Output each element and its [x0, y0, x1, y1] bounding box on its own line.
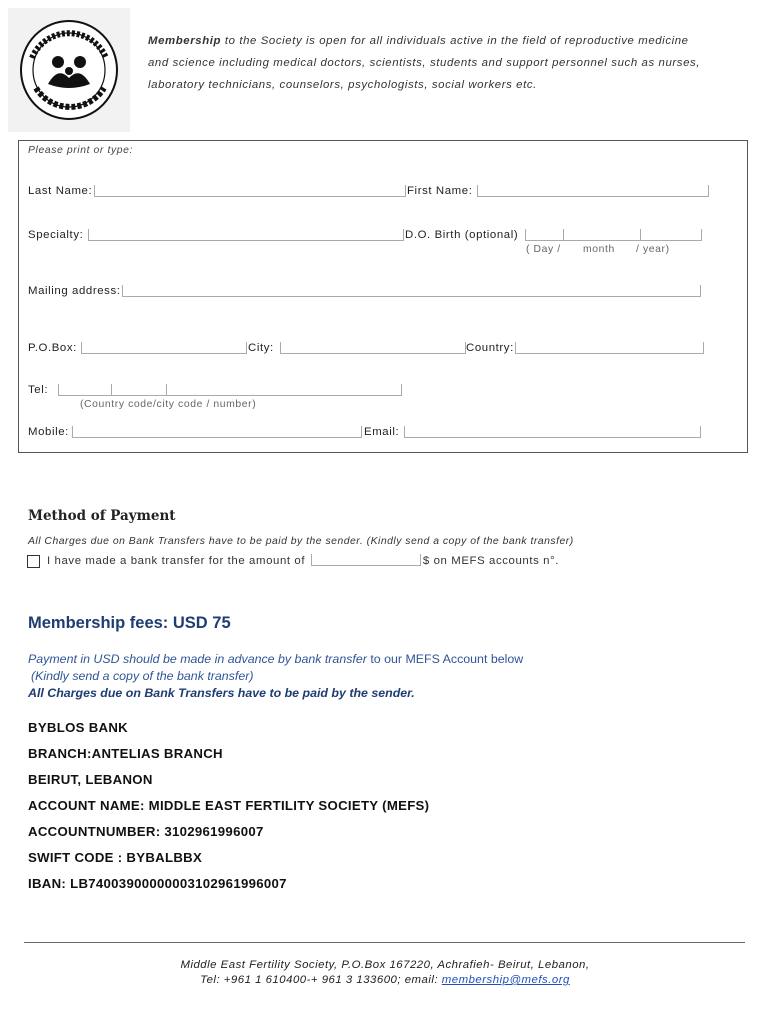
membership-fees-title: Membership fees: USD 75 — [28, 614, 231, 632]
intro-line1: to the Society is open for all individuals active in the field of reproductive medicine — [221, 35, 689, 47]
mobile-field[interactable] — [72, 426, 362, 438]
bank-branch: BRANCH:ANTELIAS BRANCH — [28, 746, 223, 761]
footer-phone: Tel: +961 1 610400-+ 961 3 133600; email: — [200, 974, 442, 986]
specialty-field[interactable] — [88, 229, 404, 241]
transfer-amount-field[interactable] — [311, 554, 421, 566]
city-field[interactable] — [280, 342, 466, 354]
dob-separator — [563, 229, 564, 241]
email-label: Email: — [364, 426, 400, 438]
tel-hint: (Country code/city code / number) — [80, 399, 257, 410]
account-number: ACCOUNTNUMBER: 3102961996007 — [28, 824, 264, 839]
dob-day-hint: ( Day / — [526, 244, 561, 255]
form-instruction: Please print or type: — [28, 145, 134, 156]
mailing-address-label: Mailing address: — [28, 285, 121, 297]
payment-heading: Method of Payment — [28, 508, 176, 524]
account-name: ACCOUNT NAME: MIDDLE EAST FERTILITY SOCIETY (MEFS) — [28, 798, 430, 813]
last-name-field[interactable] — [94, 185, 406, 197]
footer-address: Middle East Fertility Society, P.O.Box 167220, Achrafieh- Beirut, Lebanon, — [180, 959, 590, 971]
bank-name: BYBLOS BANK — [28, 720, 129, 735]
swift-code: SWIFT CODE : BYBALBBX — [28, 850, 203, 865]
bank-transfer-checkbox[interactable] — [27, 555, 40, 568]
logo-panel — [8, 8, 130, 132]
footer-contact — [0, 973, 770, 988]
first-name-label: First Name: — [407, 185, 473, 197]
tel-separator — [111, 384, 112, 396]
intro-line2: and science including medical doctors, scientists, students and support personnel such as nurses, — [148, 57, 701, 69]
fees-instruction — [28, 652, 523, 666]
tel-separator — [166, 384, 167, 396]
intro-bold: Membership — [148, 35, 222, 47]
footer-divider — [24, 942, 745, 943]
mailing-address-field[interactable] — [122, 285, 701, 297]
dob-year-hint: / year) — [636, 244, 670, 255]
intro-line3: laboratory technicians, counselors, psychologists, social workers etc. — [148, 79, 537, 91]
fees-line1-normal: to our MEFS Account below — [366, 652, 524, 666]
dob-separator — [640, 229, 641, 241]
fees-charges-note: All Charges due on Bank Transfers have to be paid by the sender. — [28, 686, 415, 700]
footer-email-link[interactable]: membership@mefs.org — [441, 974, 570, 986]
bank-transfer-statement — [47, 554, 559, 567]
dob-label: D.O. Birth (optional) — [405, 229, 519, 241]
dob-field[interactable] — [525, 229, 702, 241]
transfer-text-before: I have made a bank transfer for the amount of — [47, 555, 306, 567]
fees-line1-italic: Payment in USD should be made in advance by bank transfer — [28, 652, 367, 666]
country-label: Country: — [466, 342, 514, 354]
last-name-label: Last Name: — [28, 185, 93, 197]
tel-label: Tel: — [28, 384, 49, 396]
payment-note: All Charges due on Bank Transfers have to be paid by the sender. (Kindly send a copy of the bank transfer) — [28, 536, 574, 547]
footer — [0, 958, 770, 988]
email-field[interactable] — [404, 426, 701, 438]
iban: IBAN: LB74003900000003102961996007 — [28, 876, 287, 891]
bank-city: BEIRUT, LEBANON — [28, 772, 153, 787]
fees-copy-note: (Kindly send a copy of the bank transfer) — [31, 669, 254, 683]
tel-field[interactable] — [58, 384, 402, 396]
mobile-label: Mobile: — [28, 426, 69, 438]
specialty-label: Specialty: — [28, 229, 84, 241]
city-label: City: — [248, 342, 274, 354]
transfer-text-after: $ on MEFS accounts n°. — [422, 555, 560, 567]
country-field[interactable] — [515, 342, 704, 354]
first-name-field[interactable] — [477, 185, 709, 197]
pobox-label: P.O.Box: — [28, 342, 77, 354]
pobox-field[interactable] — [81, 342, 247, 354]
society-seal-icon — [18, 18, 120, 122]
intro-paragraph — [148, 30, 748, 96]
dob-month-hint: month — [583, 244, 615, 255]
